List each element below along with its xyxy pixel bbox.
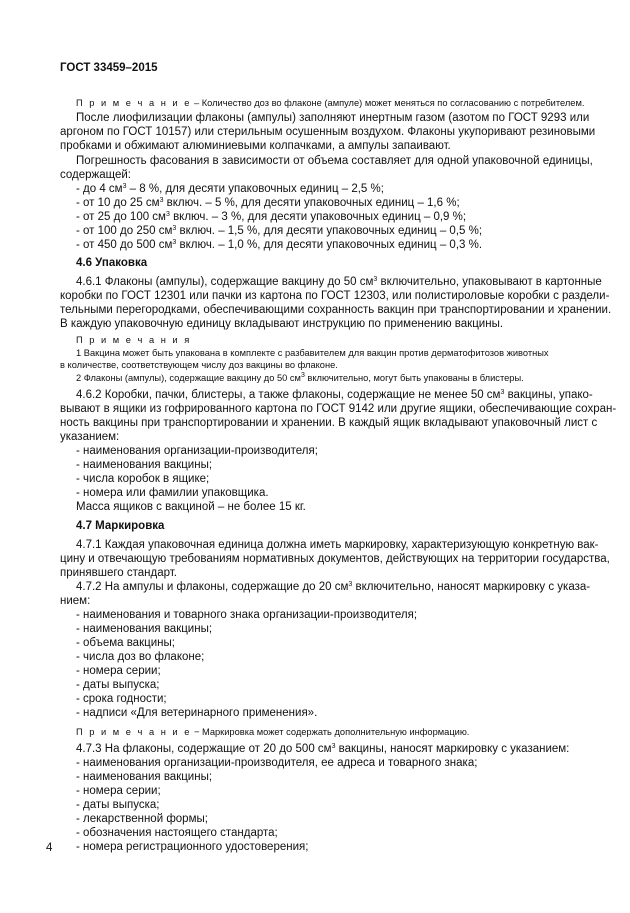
document-header: ГОСТ 33459–2015 <box>60 62 158 74</box>
list-item: - наименования организации-производителя; <box>76 445 318 457</box>
list-item: - надписи «Для ветеринарного применения». <box>76 707 318 719</box>
section-heading: 4.7 Маркировка <box>76 520 165 532</box>
paragraph-line: пробками и обжимают алюминиевыми колпачками, а ампулы запаивают. <box>60 140 451 152</box>
list-item: - срока годности; <box>76 693 167 705</box>
paragraph-line: указанием: <box>60 431 120 443</box>
list-item: - до 4 $см^3 - 8$ %, для десяти упаковочных единиц – 2,5 %; <box>76 183 384 195</box>
list-item: - наименования вакцины; <box>76 459 213 471</box>
paragraph-line: После лиофилизации флаконы (ампулы) заполняют инертным газом (азотом по ГОСТ 9293 или <box>76 112 590 124</box>
paragraph-line: Масса ящиков с вакциной – не более 15 кг. <box>76 501 306 513</box>
note-line: П р и м е ч а н и е – Количество доз во флаконе (ампуле) может меняться по согласованию с потребителем. <box>76 98 585 108</box>
paragraph-line: 4.6.1 Флаконы (ампулы), содержащие вакцину до 50 $см^3$ включительно, упаковывают в картонные <box>76 276 602 288</box>
list-item: - номера серии; <box>76 665 161 677</box>
note-line: 2 Флаконы (ампулы), содержащие вакцину до 50 $см^3$ включительно, могут быть упакованы в блистеры. <box>76 372 524 383</box>
list-item: - от 100 до 250 $см^3$ включ. – 1,5 %, для десяти упаковочных единиц – 0,5 %; <box>76 225 483 237</box>
list-item: - обозначения настоящего стандарта; <box>76 827 278 839</box>
paragraph-line: вывают в ящики из гофрированного картона по ГОСТ 9142 или другие ящики, обеспечивающие сохран- <box>60 403 617 415</box>
paragraph-line: коробки по ГОСТ 12301 или пачки из картона по ГОСТ 12303, или полистироловые коробки с раздели- <box>60 290 610 302</box>
list-item: - числа коробок в ящике; <box>76 473 210 485</box>
list-item: - объема вакцины; <box>76 637 175 649</box>
list-item: - числа доз во флаконе; <box>76 651 205 663</box>
list-item: - наименования вакцины; <box>76 771 213 783</box>
paragraph-line: цину и отвечающую требованиям нормативных документов, действующих на территории государства, <box>60 553 610 565</box>
paragraph-line: ность вакцины при транспортировании и хранении. В каждый ящик вкладывают упаковочный лист с <box>60 417 598 429</box>
paragraph-line: содержащей: <box>60 169 131 181</box>
list-item: - даты выпуска; <box>76 799 160 811</box>
paragraph-line: 4.7.1 Каждая упаковочная единица должна иметь маркировку, характеризующую конкретную вак- <box>76 539 599 551</box>
list-item: - от 450 до 500 $см^3$ включ. – 1,0 %, для десяти упаковочных единиц – 0,3 %. <box>76 239 483 251</box>
paragraph-line: тельными перегородками, обеспечивающими сохранность вакцин при транспортировании и хранении. <box>60 304 612 316</box>
list-item: - номера или фамилии упаковщика. <box>76 487 269 499</box>
paragraph-line: аргоном по ГОСТ 10157) или стерильным осушенным воздухом. Флаконы укупоривают резиновыми <box>60 126 596 138</box>
list-item: - наименования вакцины; <box>76 623 213 635</box>
paragraph-line: 4.7.3 На флаконы, содержащие от 20 до 500 $см^3$ вакцины, наносят маркировку с указанием: <box>76 743 570 755</box>
paragraph-line: В каждую упаковочную единицу вкладывают инструкцию по применению вакцины. <box>60 318 504 330</box>
note-line: в количестве, соответствующем числу доз вакцины во флаконе. <box>60 360 338 370</box>
list-item: - наименования и товарного знака организации-производителя; <box>76 609 418 621</box>
list-item: - даты выпуска; <box>76 679 160 691</box>
list-item: - от 10 до 25 $см^3$ включ. – 5 %, для десяти упаковочных единиц – 1,6 %; <box>76 197 460 209</box>
note-line: П р и м е ч а н и е − Маркировка может содержать дополнительную информацию. <box>76 727 470 737</box>
list-item: - от 25 до 100 $см^3$ включ. – 3 %, для десяти упаковочных единиц – 0,9 %; <box>76 211 467 223</box>
note-line: 1 Вакцина может быть упакована в комплекте с разбавителем для вакцин против дерматофитозов животных <box>76 348 549 358</box>
paragraph-line: 4.7.2 На ампулы и флаконы, содержащие до 20 $см^3$ включительно, наносят маркировку с указа- <box>76 581 591 593</box>
notes-heading: П р и м е ч а н и я <box>76 335 192 345</box>
paragraph-line: нием: <box>60 595 91 607</box>
list-item: - номера серии; <box>76 785 161 797</box>
paragraph-line: 4.6.2 Коробки, пачки, блистеры, а также флаконы, содержащие не менее 50 $см^3$ вакцины, упако- <box>76 389 593 401</box>
list-item: - номера регистрационного удостоверения; <box>76 841 309 853</box>
section-heading: 4.6 Упаковка <box>76 257 148 269</box>
paragraph-line: Погрешность фасования в зависимости от объема составляет для одной упаковочной единицы, <box>76 155 593 167</box>
paragraph-line: принявшего стандарт. <box>60 567 177 579</box>
list-item: - наименования организации-производителя, ее адреса и товарного знака; <box>76 757 478 769</box>
list-item: - лекарственной формы; <box>76 813 208 825</box>
page-number: 4 <box>46 842 53 854</box>
